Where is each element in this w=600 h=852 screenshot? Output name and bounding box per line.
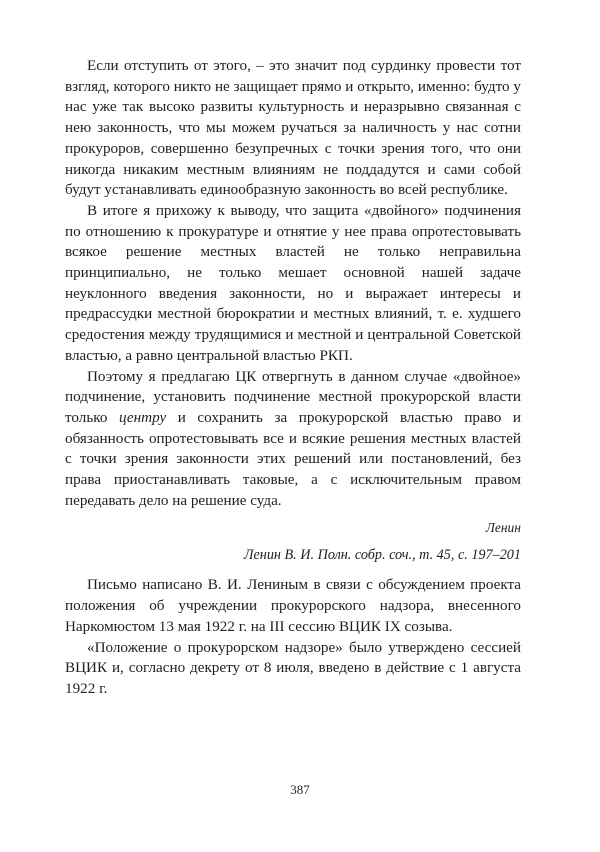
note-paragraph-2: «Положение о прокурорском надзоре» было утверждено сессией ВЦИК и, согласно декрету от 8 июля, введено в действие с 1 августа 1922 г. <box>65 638 521 697</box>
note-paragraph-1: Письмо написано В. И. Лениным в связи с обсуждением проекта положения об учреждении прокурорского надзора, внесенного Наркомюстом 13 мая 1922 г. на III сессию ВЦИК IX созыва. <box>65 576 521 635</box>
page-number: 387 <box>290 782 310 797</box>
page-body <box>65 56 521 852</box>
paragraph-3-part-2: и сохранить за прокурорской властью право и обязанность опротестовывать все и всякие решения местных властей с точки зрения законности этих решений или постановлений, без права приостанавливать таковые, а с исключительным правом передавать дело на решение суда. <box>65 408 521 509</box>
paragraph-3-part-1: Поэтому я предлагаю ЦК отвергнуть в данном случае «двойное» подчинение, установить подчинение местной прокурорской власти только <box>65 367 521 426</box>
signature: Ленин <box>485 520 521 536</box>
paragraph-3 <box>65 367 521 512</box>
paragraph-3-emphasis: центру <box>118 408 167 426</box>
paragraph-2: В итоге я прихожу к выводу, что защита «двойного» подчинения по отношению к прокуратуре и отнятие у нее права опротестовывать всякое решение местных властей не только неправильна принципиально, не только мешает основной нашей задаче неуклонного введения законности, но и выражает интересы и предрассудки местной бюрократии и местных влияний, т. е. худшего средостения между трудящимися и местной и центральной Советской властью, а равно центральной властью РКП. <box>65 201 521 364</box>
paragraph-1: Если отступить от этого, – это значит под сурдинку провести тот взгляд, которого никто не защищает прямо и открыто, именно: будто у нас уже так высоко развиты культурность и неразрывно связанная с нею законность, что мы можем ручаться за наличность у нас сотни прокуроров, совершенно безупречных с точки зрения того, что они никогда никаким местным влияниям не поддадутся и сами собой будут устанавливать единообразную законность во всей республике. <box>65 57 521 199</box>
source-citation: Ленин В. И. Полн. собр. соч., т. 45, с. 197–201 <box>243 547 521 564</box>
